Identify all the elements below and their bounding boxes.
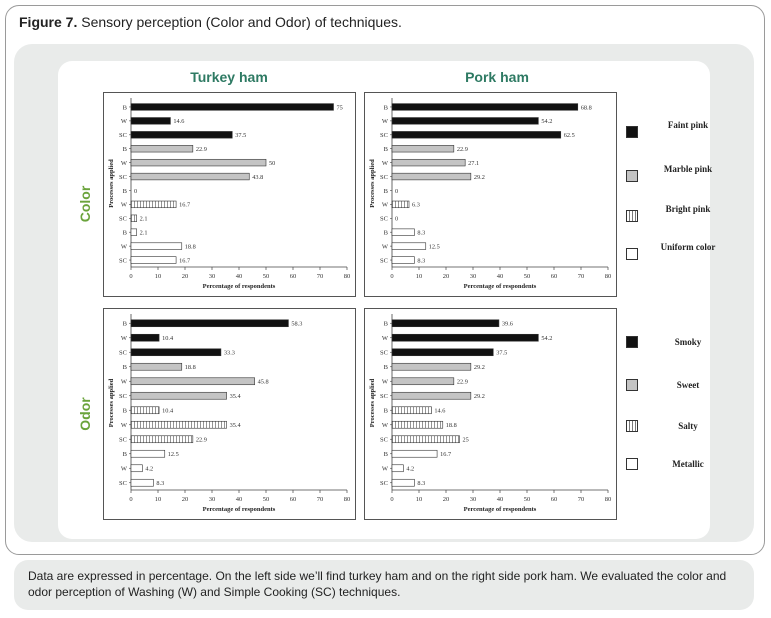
bar-value-label: 10.4 — [162, 407, 174, 415]
legend-label: Marble pink — [663, 164, 713, 174]
y-tick-label: W — [120, 465, 127, 473]
bar — [392, 421, 443, 428]
bar — [131, 104, 334, 111]
y-tick-label: W — [120, 378, 127, 386]
figure-title — [19, 14, 402, 30]
bar-value-label: 8.3 — [417, 257, 426, 265]
row-header-odor: Odor — [77, 397, 93, 431]
x-tick-label: 20 — [181, 496, 189, 503]
x-tick-label: 20 — [181, 273, 189, 280]
x-tick-label: 10 — [154, 496, 162, 503]
y-tick-label: SC — [119, 349, 127, 357]
bar-value-label: 43.8 — [252, 173, 264, 181]
y-axis-label: Processes applied — [369, 378, 376, 428]
bar — [392, 243, 426, 250]
x-tick-label: 80 — [343, 273, 351, 280]
bar — [392, 173, 471, 180]
bar-value-label: 27.1 — [468, 159, 480, 167]
y-tick-label: SC — [380, 349, 388, 357]
x-axis-label: Percentage of respondents — [463, 283, 537, 290]
y-tick-label: SC — [380, 173, 388, 181]
legend-label: Faint pink — [667, 120, 709, 130]
legend-label: Sweet — [676, 380, 700, 390]
x-tick-label: 20 — [442, 273, 450, 280]
bar-value-label: 2.1 — [139, 215, 148, 223]
bar-value-label: 8.3 — [156, 480, 165, 488]
y-tick-label: SC — [380, 257, 388, 265]
bar-value-label: 4.2 — [406, 465, 415, 473]
bar-value-label: 0 — [134, 187, 138, 195]
legend-label: Smoky — [674, 337, 702, 347]
bar-value-label: 18.8 — [184, 243, 196, 251]
y-tick-label: W — [381, 243, 388, 251]
bar-value-label: 2.1 — [139, 229, 148, 237]
chart-pork-odor — [364, 308, 617, 520]
bar-value-label: 12.5 — [167, 451, 179, 459]
bar — [131, 421, 227, 428]
bar — [131, 465, 142, 472]
bar-value-label: 14.6 — [434, 407, 446, 415]
legend-swatch — [626, 210, 638, 222]
legend-swatch — [626, 248, 638, 260]
bar — [392, 465, 403, 472]
bar-value-label: 14.6 — [173, 118, 185, 126]
bar-value-label: 22.9 — [456, 378, 468, 386]
x-tick-label: 30 — [208, 496, 216, 503]
y-tick-label: W — [381, 465, 388, 473]
bar-value-label: 33.3 — [223, 349, 235, 357]
bar — [392, 479, 414, 486]
y-tick-label: SC — [380, 393, 388, 401]
chart-pork-color — [364, 92, 617, 297]
legend-color — [626, 120, 716, 270]
bar — [392, 320, 499, 327]
y-axis-label: Processes applied — [108, 159, 115, 208]
x-tick-label: 40 — [496, 496, 504, 503]
bar — [131, 145, 193, 152]
x-tick-label: 60 — [289, 273, 297, 280]
bar — [131, 215, 137, 222]
x-tick-label: 70 — [577, 496, 585, 503]
bar — [392, 349, 493, 356]
bar — [131, 479, 153, 486]
bar-value-label: 18.8 — [445, 422, 457, 430]
x-tick-label: 80 — [343, 496, 351, 503]
legend-item — [626, 458, 726, 488]
bar-value-label: 25 — [462, 436, 469, 444]
y-tick-label: SC — [380, 480, 388, 488]
figure-title-text: Sensory perception (Color and Odor) of techniques. — [81, 14, 402, 30]
y-tick-label: B — [383, 104, 388, 112]
bar-value-label: 8.3 — [417, 480, 426, 488]
x-tick-label: 80 — [604, 273, 612, 280]
bar — [131, 131, 232, 138]
legend-item — [626, 164, 726, 194]
bar-value-label: 35.4 — [229, 393, 241, 401]
x-tick-label: 10 — [415, 273, 423, 280]
y-tick-label: SC — [380, 132, 388, 140]
y-tick-label: SC — [380, 436, 388, 444]
bar-value-label: 18.8 — [184, 364, 196, 372]
legend-label: Uniform color — [660, 242, 716, 252]
row-header-color: Color — [77, 185, 93, 223]
bar-value-label: 37.5 — [235, 132, 247, 140]
x-tick-label: 60 — [550, 496, 558, 503]
y-tick-label: W — [381, 159, 388, 167]
y-tick-label: W — [120, 159, 127, 167]
x-tick-label: 60 — [550, 273, 558, 280]
y-tick-label: W — [120, 243, 127, 251]
bar — [392, 118, 538, 125]
bar-value-label: 29.2 — [473, 393, 485, 401]
bar-value-label: 10.4 — [162, 335, 174, 343]
column-header-turkey: Turkey ham — [190, 69, 268, 85]
bar — [131, 407, 159, 414]
column-header-pork: Pork ham — [465, 69, 529, 85]
x-tick-label: 30 — [469, 273, 477, 280]
bar-value-label: 68.8 — [580, 104, 592, 112]
bar — [392, 334, 538, 341]
x-tick-label: 70 — [316, 273, 324, 280]
x-tick-label: 40 — [235, 496, 243, 503]
x-tick-label: 30 — [469, 496, 477, 503]
legend-item — [626, 336, 726, 366]
bar — [392, 436, 460, 443]
legend-item — [626, 120, 726, 150]
bar-value-label: 37.5 — [496, 349, 508, 357]
bar — [131, 229, 137, 236]
x-tick-label: 0 — [390, 273, 394, 280]
bar — [392, 104, 578, 111]
y-tick-label: B — [383, 407, 388, 415]
y-tick-label: W — [381, 201, 388, 209]
legend-label: Metallic — [672, 459, 704, 469]
bar — [131, 118, 170, 125]
legend-odor — [626, 336, 710, 486]
bar — [131, 378, 255, 385]
bar — [392, 450, 437, 457]
figure-label: Figure 7. — [19, 14, 78, 30]
y-tick-label: SC — [119, 257, 127, 265]
bar-value-label: 22.9 — [456, 146, 468, 154]
y-tick-label: W — [381, 118, 388, 126]
y-axis-label: Processes applied — [108, 378, 115, 428]
legend-swatch — [626, 336, 638, 348]
bar — [131, 334, 159, 341]
x-tick-label: 0 — [390, 496, 394, 503]
bar — [131, 392, 227, 399]
y-tick-label: B — [122, 407, 127, 415]
bar-value-label: 12.5 — [428, 243, 440, 251]
bar — [131, 349, 221, 356]
bar — [131, 363, 182, 370]
x-tick-label: 30 — [208, 273, 216, 280]
y-tick-label: B — [383, 320, 388, 328]
legend-label: Salty — [678, 421, 698, 431]
x-tick-label: 20 — [442, 496, 450, 503]
bar — [131, 201, 176, 208]
x-tick-label: 40 — [496, 273, 504, 280]
legend-swatch — [626, 420, 638, 432]
y-tick-label: W — [381, 335, 388, 343]
x-tick-label: 50 — [523, 273, 531, 280]
x-tick-label: 50 — [523, 496, 531, 503]
y-tick-label: W — [381, 422, 388, 430]
bar — [392, 363, 471, 370]
bar-value-label: 39.6 — [501, 320, 513, 328]
y-tick-label: B — [122, 146, 127, 154]
bar-value-label: 6.3 — [412, 201, 420, 209]
bar-value-label: 16.7 — [179, 201, 191, 209]
bar — [392, 392, 471, 399]
x-tick-label: 50 — [262, 273, 270, 280]
y-tick-label: W — [120, 118, 127, 126]
bar-value-label: 58.3 — [291, 320, 303, 328]
bar — [392, 378, 454, 385]
y-tick-label: B — [383, 451, 388, 459]
y-tick-label: B — [122, 364, 127, 372]
bar — [131, 173, 249, 180]
y-tick-label: B — [122, 229, 127, 237]
y-tick-label: SC — [119, 215, 127, 223]
bar-value-label: 0 — [395, 187, 399, 195]
y-tick-label: SC — [119, 132, 127, 140]
y-tick-label: W — [120, 201, 127, 209]
y-tick-label: B — [122, 320, 127, 328]
x-tick-label: 50 — [262, 496, 270, 503]
x-tick-label: 10 — [415, 496, 423, 503]
x-axis-label: Percentage of respondents — [202, 506, 276, 513]
chart-turkey-odor — [103, 308, 356, 520]
x-tick-label: 40 — [235, 273, 243, 280]
bar-value-label: 45.8 — [257, 378, 269, 386]
bar-value-label: 54.2 — [541, 118, 553, 126]
bar-value-label: 0 — [395, 215, 399, 223]
chart-turkey-color — [103, 92, 356, 297]
y-tick-label: SC — [119, 173, 127, 181]
y-tick-label: B — [122, 451, 127, 459]
figure-caption: Data are expressed in percentage. On the left side we’ll find turkey ham and on the right side pork ham. We evaluated the color and odor perception of Washing (W) and Simple Cooking (SC) techniques. — [28, 569, 727, 599]
x-tick-label: 0 — [129, 496, 133, 503]
y-axis-label: Processes applied — [369, 159, 376, 208]
bar-value-label: 75 — [336, 104, 343, 112]
y-tick-label: SC — [380, 215, 388, 223]
x-tick-label: 10 — [154, 273, 162, 280]
bar-value-label: 16.7 — [440, 451, 452, 459]
y-tick-label: B — [383, 146, 388, 154]
bar-value-label: 29.2 — [473, 364, 485, 372]
legend-swatch — [626, 379, 638, 391]
x-tick-label: 80 — [604, 496, 612, 503]
x-tick-label: 70 — [316, 496, 324, 503]
bar — [392, 159, 465, 166]
legend-label: Bright pink — [665, 204, 711, 214]
bar — [392, 201, 409, 208]
bar — [131, 436, 193, 443]
y-tick-label: B — [122, 104, 127, 112]
bar-value-label: 8.3 — [417, 229, 426, 237]
bar-value-label: 54.2 — [541, 335, 553, 343]
legend-swatch — [626, 170, 638, 182]
bar-value-label: 22.9 — [195, 146, 207, 154]
x-tick-label: 0 — [129, 273, 133, 280]
bar-value-label: 50 — [269, 159, 276, 167]
bar-value-label: 16.7 — [179, 257, 191, 265]
bar — [392, 257, 414, 264]
legend-item — [626, 204, 726, 234]
bar-value-label: 4.2 — [145, 465, 154, 473]
y-tick-label: B — [122, 187, 127, 195]
y-tick-label: W — [381, 378, 388, 386]
legend-item — [626, 420, 726, 450]
bar — [392, 229, 414, 236]
legend-swatch — [626, 458, 638, 470]
bar — [392, 131, 561, 138]
y-tick-label: B — [383, 187, 388, 195]
bar — [131, 159, 266, 166]
bar-value-label: 62.5 — [563, 132, 575, 140]
bar — [392, 145, 454, 152]
y-tick-label: SC — [119, 393, 127, 401]
y-tick-label: SC — [119, 480, 127, 488]
y-tick-label: SC — [119, 436, 127, 444]
bar — [131, 320, 288, 327]
bar — [131, 243, 182, 250]
y-tick-label: W — [120, 335, 127, 343]
legend-swatch — [626, 126, 638, 138]
x-tick-label: 60 — [289, 496, 297, 503]
y-tick-label: B — [383, 229, 388, 237]
bar-value-label: 22.9 — [195, 436, 207, 444]
x-tick-label: 70 — [577, 273, 585, 280]
bar — [131, 450, 165, 457]
x-axis-label: Percentage of respondents — [202, 283, 276, 290]
bar — [392, 407, 431, 414]
bar-value-label: 35.4 — [229, 422, 241, 430]
bar-value-label: 29.2 — [473, 173, 485, 181]
y-tick-label: W — [120, 422, 127, 430]
bar — [131, 257, 176, 264]
x-axis-label: Percentage of respondents — [463, 506, 537, 513]
legend-item — [626, 379, 726, 409]
legend-item — [626, 242, 726, 272]
y-tick-label: B — [383, 364, 388, 372]
